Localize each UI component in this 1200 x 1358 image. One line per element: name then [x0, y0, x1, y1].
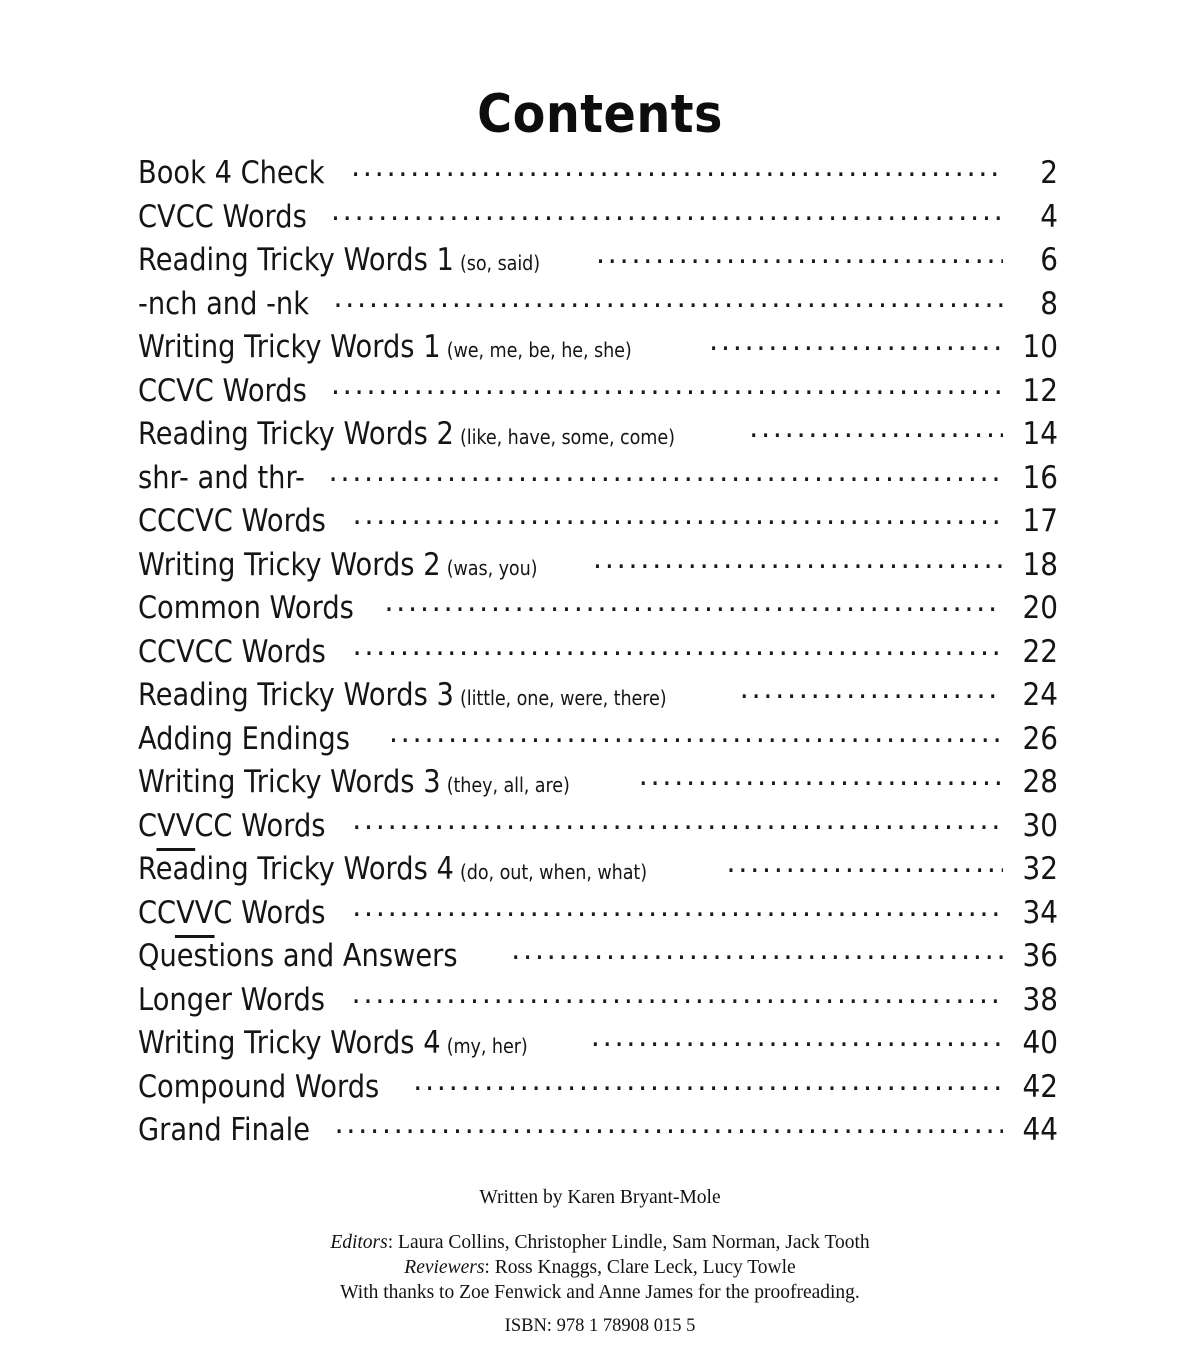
toc-entry-title: Reading Tricky Words 4 (do, out, when, what) [138, 851, 647, 887]
toc-page-number: 32 [1022, 851, 1058, 887]
credit-reviewers-names: : Ross Knaggs, Clare Leck, Lucy Towle [484, 1257, 796, 1279]
toc-entry-title: Writing Tricky Words 1 (we, me, be, he, she) [138, 329, 632, 365]
credit-editors-role: Editors [330, 1232, 388, 1254]
toc-page-number: 4 [1040, 198, 1058, 235]
toc-entry-title: CCVCC Words [138, 633, 326, 670]
toc-page-number: 24 [1022, 677, 1058, 713]
toc-page-number: 28 [1022, 764, 1058, 800]
toc-entry-title-underline: VV [157, 807, 195, 844]
toc-entry-title: Grand Finale [138, 1112, 311, 1148]
toc-dot-leader [329, 457, 1003, 488]
toc-dot-leader [352, 805, 1003, 836]
toc-entry-title: Compound Words [138, 1068, 380, 1105]
toc-row[interactable] [138, 152, 1058, 196]
toc-dot-leader [593, 544, 1003, 575]
toc-dot-leader [591, 1022, 1003, 1053]
toc-entry-note: (we, me, be, he, she) [446, 338, 632, 362]
toc-row[interactable] [138, 979, 1058, 1023]
toc-row[interactable] [138, 718, 1058, 762]
toc-row[interactable] [138, 1066, 1058, 1110]
toc-dot-leader [333, 283, 1003, 314]
toc-row[interactable] [138, 370, 1058, 414]
toc-row[interactable] [138, 805, 1058, 849]
toc-entry-note: (they, all, are) [446, 773, 570, 797]
toc-entry-note: (my, her) [446, 1034, 528, 1058]
toc-entry-note: (do, out, when, what) [460, 860, 647, 884]
toc-page-number: 26 [1022, 720, 1058, 757]
toc-row[interactable] [138, 1022, 1058, 1066]
toc-entry-title-underline: VV [176, 894, 214, 931]
credit-isbn: ISBN: 978 1 78908 015 5 [504, 1316, 696, 1337]
toc-page-number: 18 [1022, 546, 1058, 583]
toc-entry-title: Reading Tricky Words 2 (like, have, some, come) [138, 416, 675, 452]
toc-entry-title: Reading Tricky Words 1 (so, said) [138, 242, 541, 278]
toc-page-number: 8 [1040, 285, 1058, 322]
toc-page-number: 12 [1022, 372, 1058, 409]
toc-dot-leader [740, 674, 1003, 705]
toc-row[interactable] [138, 848, 1058, 892]
toc-entry-title: Common Words [138, 590, 354, 626]
toc-entry-note: (so, said) [460, 251, 541, 275]
toc-page-number: 34 [1022, 894, 1058, 931]
toc-page-number: 44 [1022, 1112, 1058, 1148]
toc-entry-title: CCVVC Words [138, 894, 326, 931]
toc-row[interactable] [138, 326, 1058, 370]
toc-entry-note: (was, you) [446, 555, 538, 580]
toc-page-number: 6 [1040, 242, 1058, 278]
toc-dot-leader [639, 761, 1003, 792]
toc-dot-leader [331, 370, 1003, 401]
toc-page-number: 36 [1022, 938, 1058, 974]
toc-page-number: 14 [1022, 416, 1058, 452]
toc-page-number: 42 [1022, 1068, 1058, 1105]
toc-dot-leader [334, 1109, 1003, 1140]
toc-dot-leader [749, 413, 1003, 444]
page-title: Contents [477, 83, 723, 145]
toc-page-number: 16 [1022, 459, 1058, 496]
toc-entry-title: Book 4 Check [138, 155, 325, 191]
toc-dot-leader [352, 500, 1003, 531]
toc-row[interactable] [138, 674, 1058, 718]
toc-dot-leader [351, 152, 1003, 183]
toc-dot-leader [413, 1066, 1003, 1097]
toc-dot-leader [726, 848, 1003, 879]
toc-entry-title: CCVC Words [138, 372, 307, 409]
toc-dot-leader [384, 587, 1003, 618]
toc-entry-title: Longer Words [138, 981, 326, 1018]
toc-dot-leader [709, 326, 1003, 357]
credit-editors [0, 1231, 1200, 1256]
credit-reviewers [0, 1256, 1200, 1281]
toc-row[interactable] [138, 892, 1058, 936]
toc-page-number: 2 [1040, 155, 1058, 191]
toc-entry-note: (little, one, were, there) [460, 686, 667, 710]
toc-page-number: 17 [1022, 503, 1058, 539]
toc-row[interactable] [138, 935, 1058, 979]
toc-row[interactable] [138, 631, 1058, 675]
toc-entry-title: -nch and -nk [138, 285, 310, 322]
toc-row[interactable] [138, 587, 1058, 631]
toc-entry-note: (like, have, some, come) [460, 425, 675, 449]
toc-entry-title: Questions and Answers [138, 938, 458, 974]
toc-row[interactable] [138, 413, 1058, 457]
toc-page-number: 38 [1022, 981, 1058, 1018]
toc-row[interactable] [138, 500, 1058, 544]
toc-page-number: 30 [1022, 807, 1058, 844]
toc-page-number: 20 [1022, 590, 1058, 626]
toc-page-number: 40 [1022, 1025, 1058, 1061]
toc-row[interactable] [138, 239, 1058, 283]
toc-dot-leader [352, 892, 1003, 923]
toc-entry-title: Writing Tricky Words 2 (was, you) [138, 546, 538, 583]
credit-editors-names: : Laura Collins, Christopher Lindle, Sam Norman, Jack Tooth [387, 1232, 870, 1254]
toc-entry-title: shr- and thr- [138, 459, 305, 496]
toc-page-number: 10 [1022, 329, 1058, 365]
toc-row[interactable] [138, 1109, 1058, 1153]
toc-row[interactable] [138, 544, 1058, 588]
toc-entry-title: Reading Tricky Words 3 (little, one, were, there) [138, 677, 667, 713]
toc-row[interactable] [138, 457, 1058, 501]
toc-dot-leader [331, 196, 1003, 227]
toc-entry-title: Adding Endings [138, 720, 350, 757]
toc-dot-leader [596, 239, 1003, 270]
toc-entry-title: Writing Tricky Words 3 (they, all, are) [138, 764, 570, 800]
toc-row[interactable] [138, 196, 1058, 240]
toc-dot-leader [352, 979, 1003, 1010]
credits-block [0, 1186, 1200, 1339]
toc-entry-title: CCCVC Words [138, 503, 326, 539]
toc-dot-leader [352, 631, 1003, 662]
table-of-contents [138, 152, 1058, 1153]
toc-entry-title: CVCC Words [138, 198, 307, 235]
credit-thanks: With thanks to Zoe Fenwick and Anne James for the proofreading. [340, 1282, 860, 1304]
toc-row[interactable] [138, 283, 1058, 327]
toc-page-number: 22 [1022, 633, 1058, 670]
toc-entry-title: CVVCC Words [138, 807, 326, 844]
toc-row[interactable] [138, 761, 1058, 805]
toc-entry-title: Writing Tricky Words 4 (my, her) [138, 1025, 528, 1061]
toc-dot-leader [389, 718, 1003, 749]
toc-dot-leader [511, 935, 1003, 966]
credit-reviewers-role: Reviewers [404, 1257, 485, 1279]
credit-author: Written by Karen Bryant-Mole [479, 1187, 721, 1208]
